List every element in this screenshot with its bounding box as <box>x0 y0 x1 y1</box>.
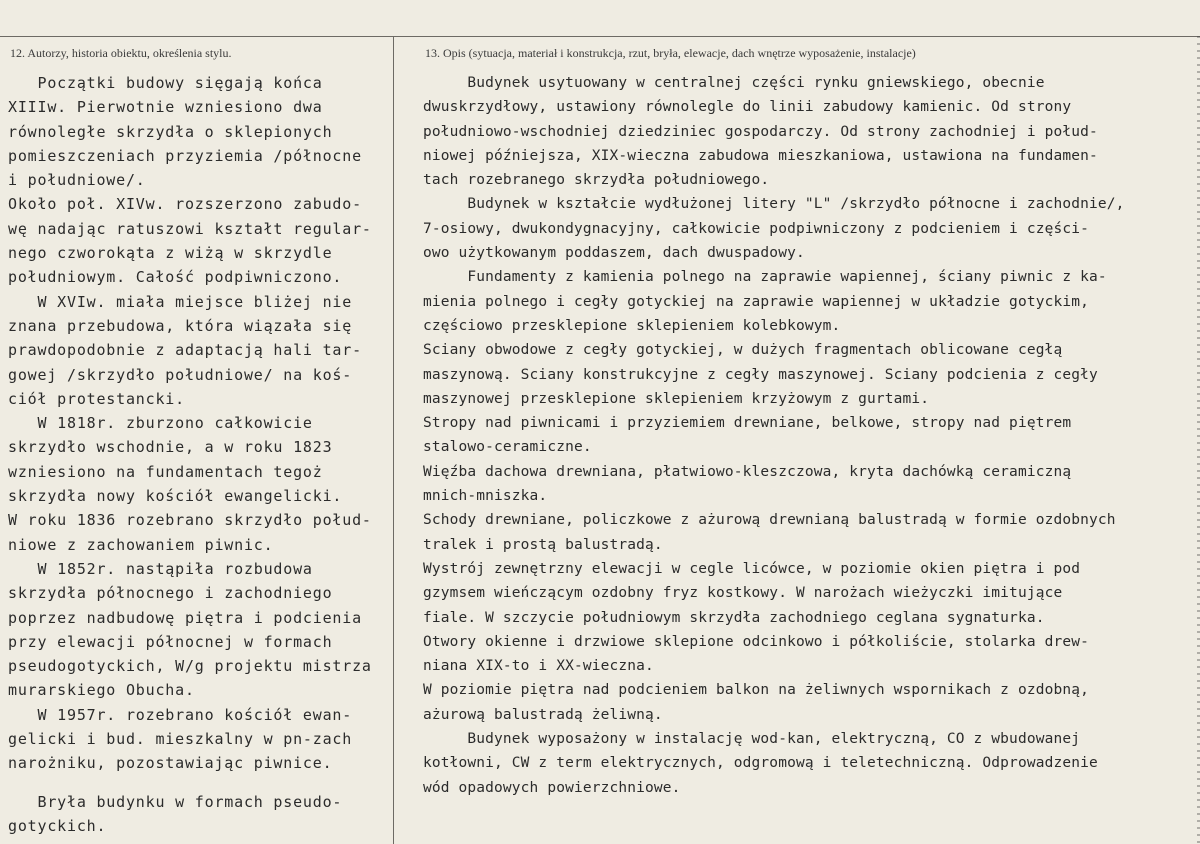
text-line: gowej /skrzydło południowe/ na koś- <box>8 365 353 384</box>
text-line: pseudogotyckich, W/g projektu mistrza <box>8 657 372 676</box>
text-line: Około poł. XIVw. rozszerzono zabudo- <box>8 195 362 214</box>
text-line: gotyckich. <box>8 816 107 835</box>
text-line: wzniesiono na fundamentach tegoż <box>8 462 323 481</box>
text-line: pomieszczeniach przyziemia /północne <box>8 146 362 165</box>
history-text-column <box>8 71 392 838</box>
text-line: południowo-wschodniej dziedziniec gospodarczy. Od strony zachodniej i połud- <box>423 123 1098 140</box>
text-line: XIIIw. Pierwotnie wzniesiono dwa <box>8 98 323 117</box>
left-column-header: 12. Autorzy, historia obiektu, określenia stylu. <box>10 46 232 60</box>
text-line: Więźba dachowa drewniana, płatwiowo-kleszczowa, kryta dachówką ceramiczną <box>423 463 1072 480</box>
text-line: maszynowej przesklepione sklepieniem krzyżowym z gurtami. <box>423 390 930 407</box>
text-line: mienia polnego i cegły gotyckiej na zaprawie wapiennej w układzie gotyckim, <box>423 293 1089 310</box>
text-line: Fundamenty z kamienia polnego na zaprawie wapiennej, ściany piwnic z ka- <box>423 269 1107 286</box>
text-line: fiale. W szczycie południowym skrzydła zachodniego ceglana sygnaturka. <box>423 609 1045 626</box>
text-line: i południowe/. <box>8 171 146 190</box>
text-line: Budynek w kształcie wydłużonej litery "L" /skrzydło północne i zachodnie/, <box>423 196 1125 213</box>
text-line: tralek i prostą balustradą. <box>423 536 663 553</box>
text-line: Bryła budynku w formach pseudo- <box>8 792 343 811</box>
text-line: poprzez nadbudowę piętra i podcienia <box>8 608 362 627</box>
text-line: Wystrój zewnętrzny elewacji w cegle licówce, w poziomie okien piętra i pod <box>423 560 1081 577</box>
text-line: W roku 1836 rozebrano skrzydło połud- <box>8 511 372 530</box>
text-line: tach rozebranego skrzydła południowego. <box>423 172 770 189</box>
text-line: skrzydło wschodnie, a w roku 1823 <box>8 438 333 457</box>
text-line: niowej późniejsza, XIX-wieczna zabudowa mieszkaniowa, ustawiona na fundamen- <box>423 147 1098 164</box>
text-line: Stropy nad piwnicami i przyziemiem drewniane, belkowe, stropy nad piętrem <box>423 415 1072 432</box>
text-line: skrzydła nowy kościół ewangelicki. <box>8 487 343 506</box>
text-line: maszynową. Sciany konstrukcyjne z cegły maszynowej. Sciany podcienia z cegły <box>423 366 1098 383</box>
text-line: gelicki i bud. mieszkalny w pn-zach <box>8 730 353 749</box>
text-line: gzymsem wieńczącym ozdobny fryz kostkowy. W narożach wieżyczki imitujące <box>423 585 1063 602</box>
text-line: ciół protestancki. <box>8 389 185 408</box>
text-line: Początki budowy sięgają końca <box>8 74 323 92</box>
text-line: W 1957r. rozebrano kościół ewan- <box>8 705 353 724</box>
text-line: Budynek wyposażony w instalację wod-kan, elektryczną, CO z wbudowanej <box>423 731 1081 748</box>
text-line: mnich-mniszka. <box>423 488 548 505</box>
text-line: niowe z zachowaniem piwnic. <box>8 535 274 554</box>
text-line: W 1818r. zburzono całkowicie <box>8 414 313 433</box>
column-divider <box>393 36 394 844</box>
text-line: kotłowni, CW z term elektrycznych, odgromową i teletechniczną. Odprowadzenie <box>423 755 1098 772</box>
text-line: Sciany obwodowe z cegły gotyckiej, w dużych fragmentach oblicowane cegłą <box>423 342 1063 359</box>
text-line: wę nadając ratuszowi kształt regular- <box>8 219 372 238</box>
text-line: ażurową balustradą żeliwną. <box>423 706 663 723</box>
text-line: dwuskrzydłowy, ustawiony równolegle do linii zabudowy kamienic. Od strony <box>423 99 1072 116</box>
text-line: znana przebudowa, która wiązała się <box>8 316 353 335</box>
text-line: częściowo przesklepione sklepieniem kolebkowym. <box>423 317 841 334</box>
text-line: skrzydła północnego i zachodniego <box>8 584 333 603</box>
text-line: W XVIw. miała miejsce bliżej nie <box>8 292 353 311</box>
text-line: W 1852r. nastąpiła rozbudowa <box>8 559 313 578</box>
text-line <box>8 776 392 790</box>
top-rule <box>0 36 1200 37</box>
text-line: równoległe skrzydła o sklepionych <box>8 122 333 141</box>
description-text-column <box>423 71 1200 800</box>
text-line: nego czworokąta z wiżą w skrzydle <box>8 244 333 263</box>
text-line: 7-osiowy, dwukondygnacyjny, całkowicie podpiwniczony z podcieniem i części- <box>423 220 1089 237</box>
text-line: południowym. Całość podpiwniczono. <box>8 268 343 287</box>
text-line: niana XIX-to i XX-wieczna. <box>423 658 654 675</box>
text-line: Budynek usytuowany w centralnej części rynku gniewskiego, obecnie <box>423 75 1045 91</box>
right-column-header: 13. Opis (sytuacja, materiał i konstrukcja, rzut, bryła, elewacje, dach wnętrze wyposażenie, instalacje) <box>425 46 916 60</box>
text-line: stalowo-ceramiczne. <box>423 439 592 456</box>
text-line: Otwory okienne i drzwiowe sklepione odcinkowo i półkoliście, stolarka drew- <box>423 633 1089 650</box>
text-line: przy elewacji północnej w formach <box>8 632 333 651</box>
text-line: owo użytkowanym poddaszem, dach dwuspadowy. <box>423 245 805 262</box>
text-line: prawdopodobnie z adaptacją hali tar- <box>8 341 362 360</box>
text-line: Schody drewniane, policzkowe z ażurową drewnianą balustradą w formie ozdobnych <box>423 512 1116 529</box>
text-line: narożniku, pozostawiając piwnice. <box>8 754 333 773</box>
text-line: murarskiego Obucha. <box>8 681 195 700</box>
text-line: W poziomie piętra nad podcieniem balkon na żeliwnych wspornikach z ozdobną, <box>423 682 1089 699</box>
text-line: wód opadowych powierzchniowe. <box>423 779 681 796</box>
